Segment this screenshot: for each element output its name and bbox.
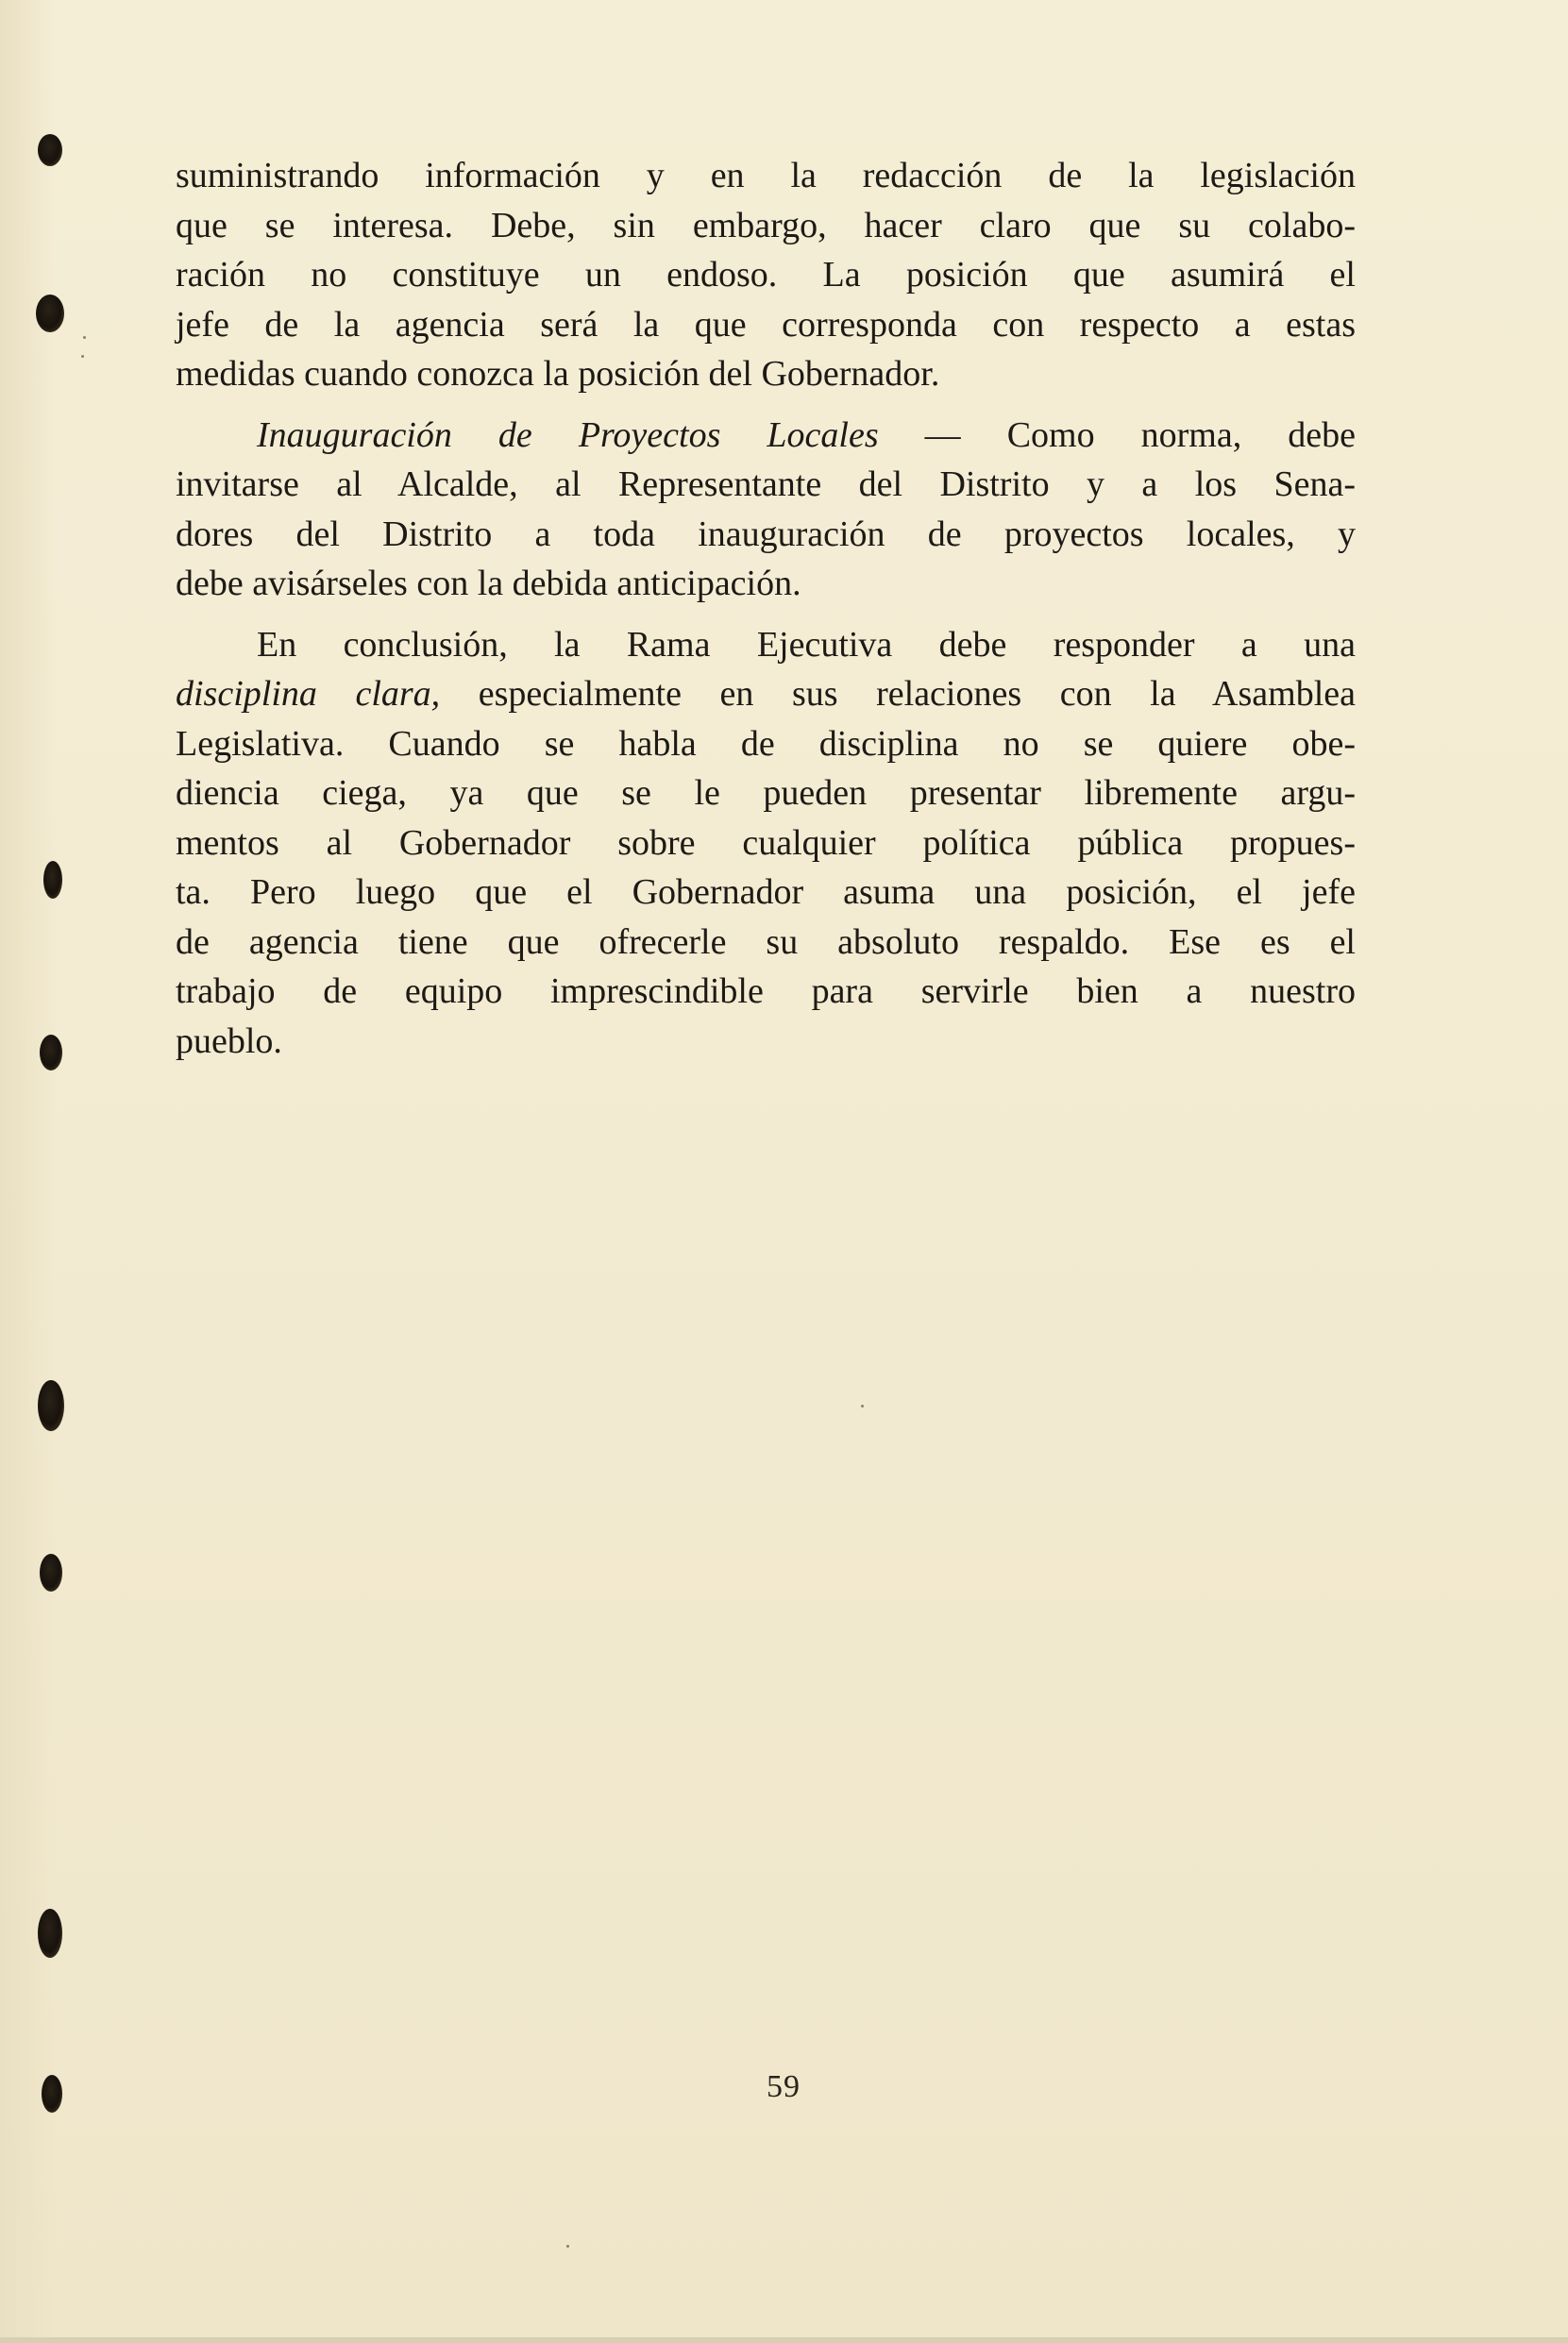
body-text: [176, 151, 1356, 1077]
text-line: diencia ciega, ya que se le pueden presentar libremente argu-: [176, 773, 1356, 813]
paper-speck: [861, 1405, 864, 1407]
text-line: Legislativa. Cuando se habla de disciplina no se quiere obe-: [176, 723, 1356, 764]
punch-hole: [38, 1909, 62, 1958]
text-line: dores del Distrito a toda inauguración de proyectos locales, y: [176, 514, 1356, 554]
page-bottom-edge: [0, 2337, 1568, 2343]
text-line: [176, 411, 1356, 461]
text-line: mentos al Gobernador sobre cualquier política pública propues-: [176, 822, 1356, 863]
paragraph-1: [176, 151, 1356, 399]
paper-speck: [83, 336, 86, 339]
text-line: invitarse al Alcalde, al Representante del Distrito y a los Sena-: [176, 464, 1356, 504]
text-line: [176, 669, 1356, 719]
section-heading: Inauguración de Proyectos Locales: [257, 414, 879, 455]
punch-hole: [38, 134, 62, 166]
punch-hole: [40, 1554, 62, 1592]
text-run: especialmente en sus relaciones con la Asamblea: [440, 674, 1356, 714]
text-line: de agencia tiene que ofrecerle su absoluto respaldo. Ese es el: [176, 921, 1356, 962]
paper-speck: [81, 355, 84, 358]
paragraph-3: [176, 620, 1356, 1067]
punch-hole: [40, 1035, 62, 1070]
emphasis-text: disciplina clara,: [176, 674, 441, 714]
text-line: medidas cuando conozca la posición del Gobernador.: [176, 354, 940, 394]
text-line: trabajo de equipo imprescindible para servirle bien a nuestro: [176, 971, 1356, 1011]
binding-edge: [0, 0, 57, 2343]
text-line: jefe de la agencia será la que corresponda con respecto a estas: [176, 304, 1356, 345]
text-line: que se interesa. Debe, sin embargo, hacer claro que su colabo-: [176, 205, 1356, 245]
paragraph-2: [176, 411, 1356, 609]
punch-hole: [38, 1380, 64, 1431]
text-line: suministrando información y en la redacción de la legislación: [176, 156, 1356, 195]
punch-hole: [42, 2075, 62, 2113]
punch-hole: [36, 295, 64, 332]
page-number: 59: [767, 2069, 801, 2104]
text-line: debe avisárseles con la debida anticipación.: [176, 564, 801, 603]
punch-hole: [43, 861, 62, 899]
text-line: En conclusión, la Rama Ejecutiva debe responder a una: [257, 624, 1356, 665]
text-line: ración no constituye un endoso. La posición que asumirá el: [176, 255, 1356, 295]
text-line: ta. Pero luego que el Gobernador asuma una posición, el jefe: [176, 872, 1356, 912]
paper-speck: [566, 2245, 569, 2248]
text-line: pueblo.: [176, 1020, 282, 1061]
text-run: — Como norma, debe: [878, 414, 1356, 455]
